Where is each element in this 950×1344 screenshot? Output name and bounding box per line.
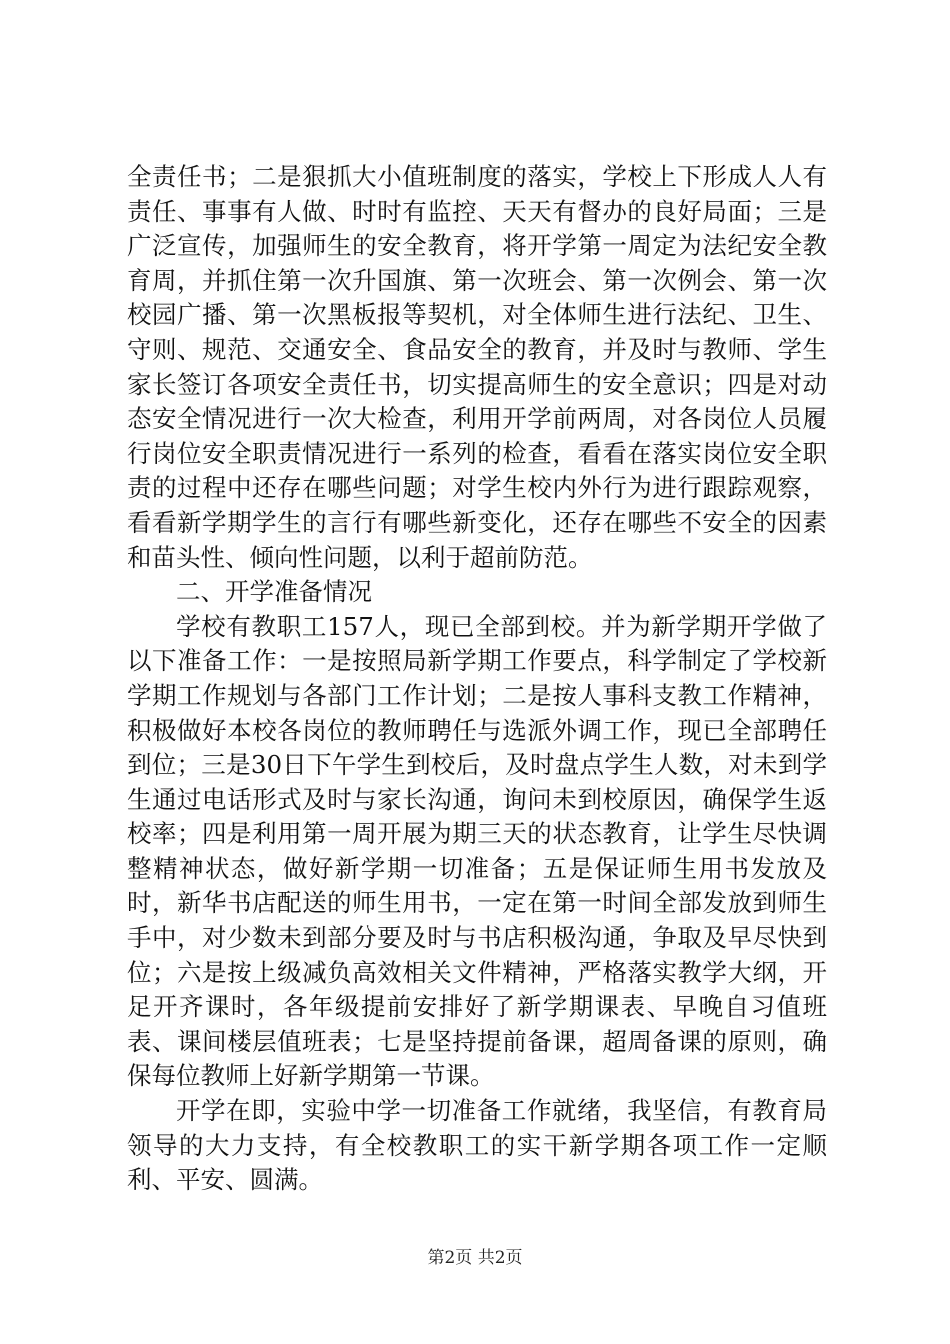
paragraph-preparation: 学校有教职工157人，现已全部到校。并为新学期开学做了以下准备工作：一是按照局新学期工作要点，科学制定了学校新学期工作规划与各部门工作计划；二是按人事科支教工作精神，积极做好本校各岗位的教师聘任与选派外调工作，现已全部聘任到位；三是30日下午学生到校后，及时盘点学生人数，对未到学生通过电话形式及时与家长沟通，询问未到校原因，确保学生返校率；四是利用第一周开展为期三天的状态教育，让学生尽快调整精神状态，做好新学期一切准备；五是保证师生用书发放及时，新华书店配送的师生用书，一定在第一时间全部发放到师生手中，对少数未到部分要及时与书店积极沟通，争取及早尽快到位；六是按上级减负高效相关文件精神，严格落实教学大纲，开足开齐课时，各年级提前安排好了新学期课表、早晚自习值班表、课间楼层值班表；七是坚持提前备课，超周备课的原则，确保每位教师上好新学期第一节课。	[127, 611, 827, 1091]
document-body	[127, 160, 827, 1198]
section-heading-preparation: 二、开学准备情况	[176, 577, 372, 607]
page-footer: 第2页 共2页	[427, 1248, 523, 1268]
paragraph-conclusion: 开学在即，实验中学一切准备工作就绪，我坚信，有教育局领导的大力支持，有全校教职工的实干新学期各项工作一定顺利、平安、圆满。	[127, 1096, 827, 1195]
paragraph-safety-continued: 全责任书；二是狠抓大小值班制度的落实，学校上下形成人人有责任、事事有人做、时时有监控、天天有督办的良好局面；三是广泛宣传，加强师生的安全教育，将开学第一周定为法纪安全教育周，并抓住第一次升国旗、第一次班会、第一次例会、第一次校园广播、第一次黑板报等契机，对全体师生进行法纪、卫生、守则、规范、交通安全、食品安全的教育，并及时与教师、学生家长签订各项安全责任书，切实提高师生的安全意识；四是对动态安全情况进行一次大检查，利用开学前两周，对各岗位人员履行岗位安全职责情况进行一系列的检查，看看在落实岗位安全职责的过程中还存在哪些问题；对学生校内外行为进行跟踪观察，看看新学期学生的言行有哪些新变化，还存在哪些不安全的因素和苗头性、倾向性问题，以利于超前防范。	[127, 162, 827, 572]
